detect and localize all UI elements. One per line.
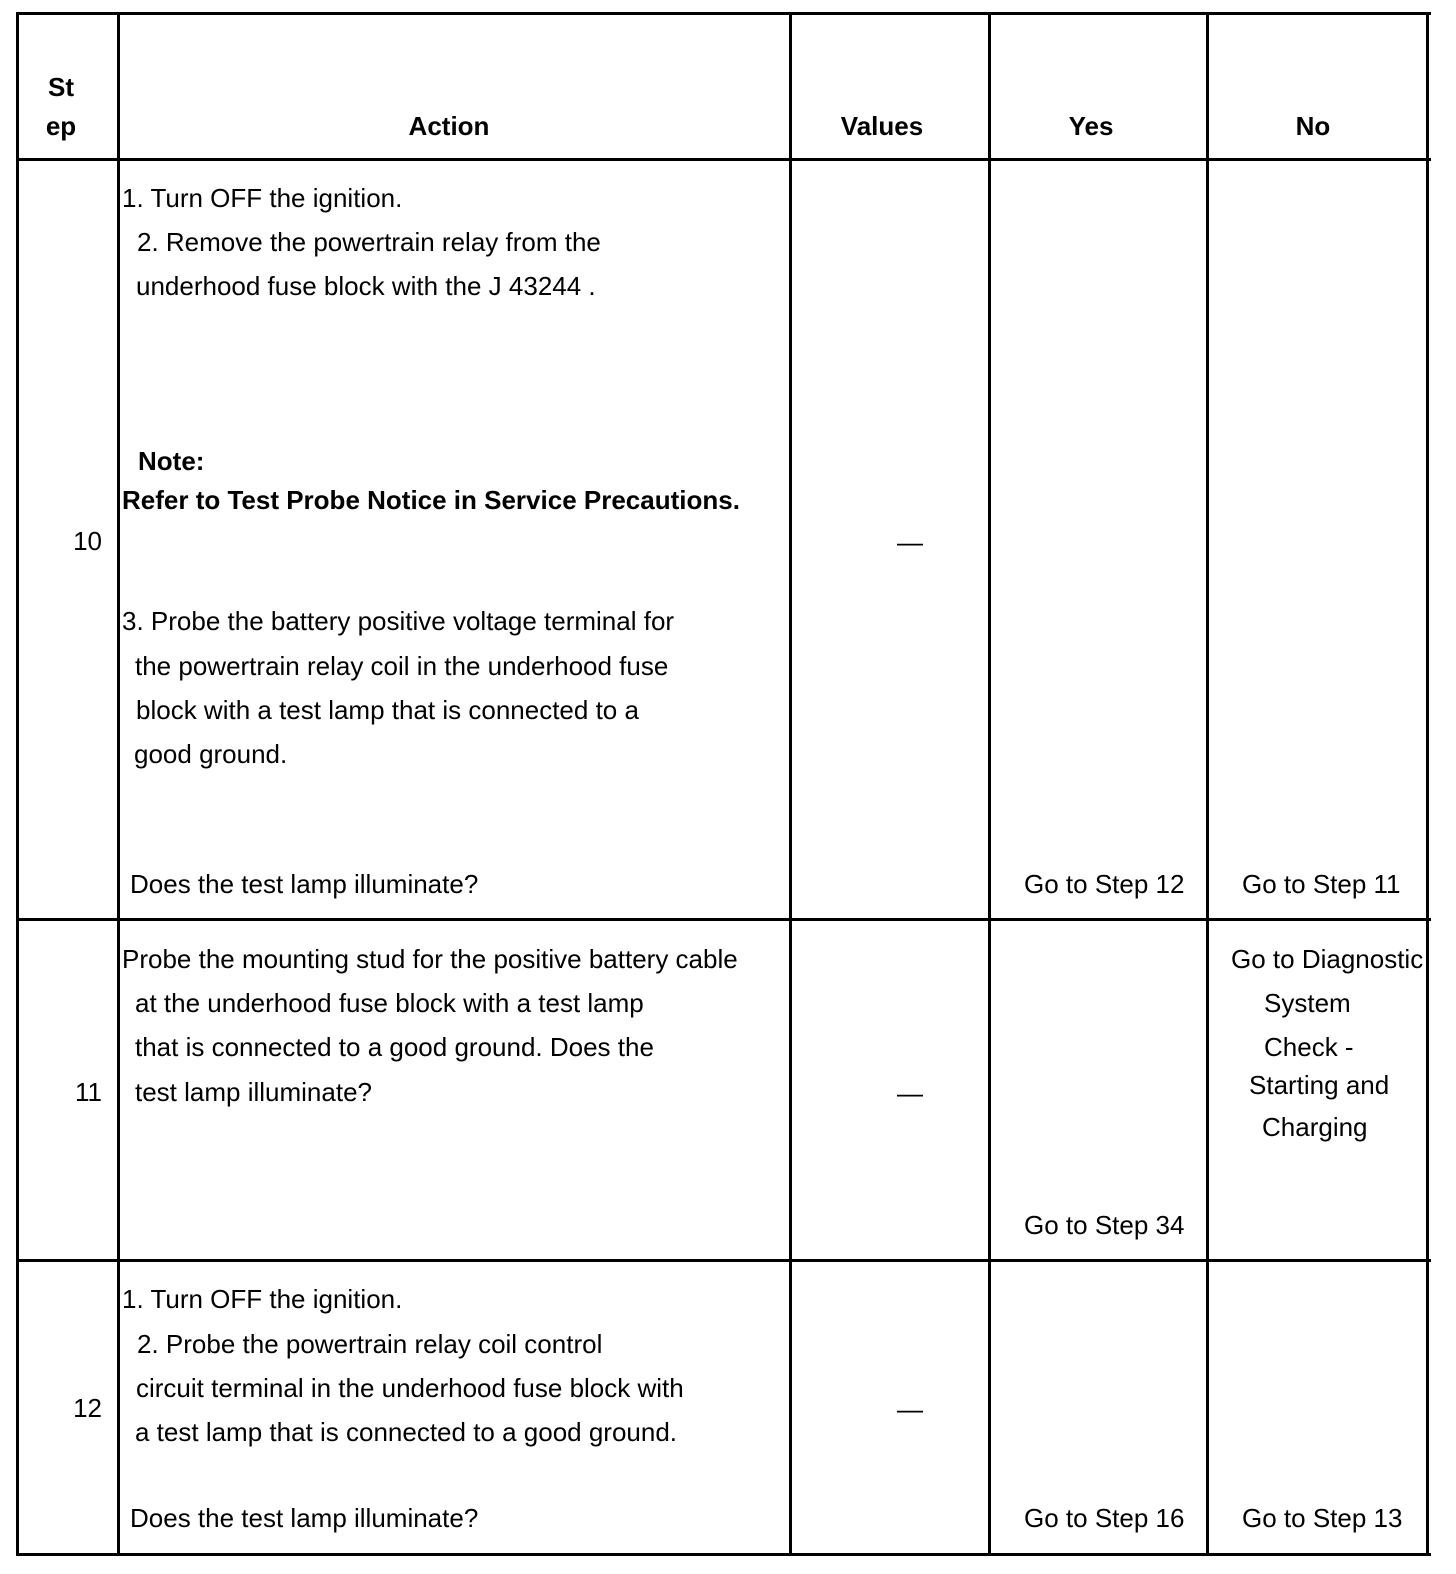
table-border-left xyxy=(16,12,19,1556)
header-values: Values xyxy=(840,111,924,141)
action-text: at the underhood fuse block with a test lamp xyxy=(135,988,644,1018)
column-divider xyxy=(117,12,120,1556)
action-text: the powertrain relay coil in the underhood fuse xyxy=(135,651,669,681)
step-number: 11 xyxy=(75,1077,102,1107)
column-divider xyxy=(1206,12,1209,1556)
action-text: block with a test lamp that is connected to a xyxy=(136,695,639,725)
no-target: Check - xyxy=(1264,1032,1354,1062)
action-text: 2. Probe the powertrain relay coil control xyxy=(137,1329,603,1359)
header-step-line2: ep xyxy=(45,111,77,141)
no-target-cell xyxy=(1209,940,1426,1170)
table-border-top xyxy=(17,12,1431,15)
row-divider xyxy=(17,918,1431,921)
table-border-bottom xyxy=(17,1553,1431,1556)
action-text: 3. Probe the battery positive voltage terminal for xyxy=(122,606,675,636)
question-text: Does the test lamp illuminate? xyxy=(130,869,479,899)
value-dash: — xyxy=(897,1078,923,1108)
header-step-line1: St xyxy=(48,72,74,102)
no-target: Go to Diagnostic xyxy=(1231,944,1424,974)
column-divider xyxy=(789,12,792,1556)
action-text: underhood fuse block with the J 43244 . xyxy=(136,271,596,301)
no-target: System xyxy=(1264,988,1351,1018)
note-text: Refer to Test Probe Notice in Service Precautions. xyxy=(122,485,740,515)
no-target: Go to Step 11 xyxy=(1242,869,1401,899)
question-text: Does the test lamp illuminate? xyxy=(130,1503,479,1533)
header-no: No xyxy=(1295,111,1331,141)
step-number: 10 xyxy=(73,526,102,556)
action-text: good ground. xyxy=(134,739,288,769)
column-divider xyxy=(988,12,991,1556)
header-divider xyxy=(17,158,1431,161)
step-number: 12 xyxy=(73,1393,102,1423)
header-action: Action xyxy=(408,111,490,141)
action-text: Probe the mounting stud for the positive battery cable xyxy=(122,944,738,974)
row-divider xyxy=(17,1259,1431,1262)
no-target: Starting and xyxy=(1249,1070,1390,1100)
yes-target: Go to Step 12 xyxy=(1024,869,1185,899)
table-border-right xyxy=(1426,12,1429,1556)
no-target: Charging xyxy=(1262,1112,1368,1142)
action-text: test lamp illuminate? xyxy=(135,1077,372,1107)
action-text: 1. Turn OFF the ignition. xyxy=(122,1284,403,1314)
action-text: a test lamp that is connected to a good ground. xyxy=(135,1417,678,1447)
value-dash: — xyxy=(897,527,923,557)
action-text: that is connected to a good ground. Does the xyxy=(135,1032,654,1062)
yes-target: Go to Step 34 xyxy=(1024,1210,1185,1240)
header-yes: Yes xyxy=(1068,111,1114,141)
value-dash: — xyxy=(897,1394,923,1424)
no-target: Go to Step 13 xyxy=(1242,1503,1403,1533)
yes-target: Go to Step 16 xyxy=(1024,1503,1185,1533)
note-label: Note: xyxy=(138,446,205,476)
action-text: 1. Turn OFF the ignition. xyxy=(122,183,403,213)
action-text: circuit terminal in the underhood fuse block with xyxy=(136,1373,684,1403)
action-text: 2. Remove the powertrain relay from the xyxy=(137,227,601,257)
